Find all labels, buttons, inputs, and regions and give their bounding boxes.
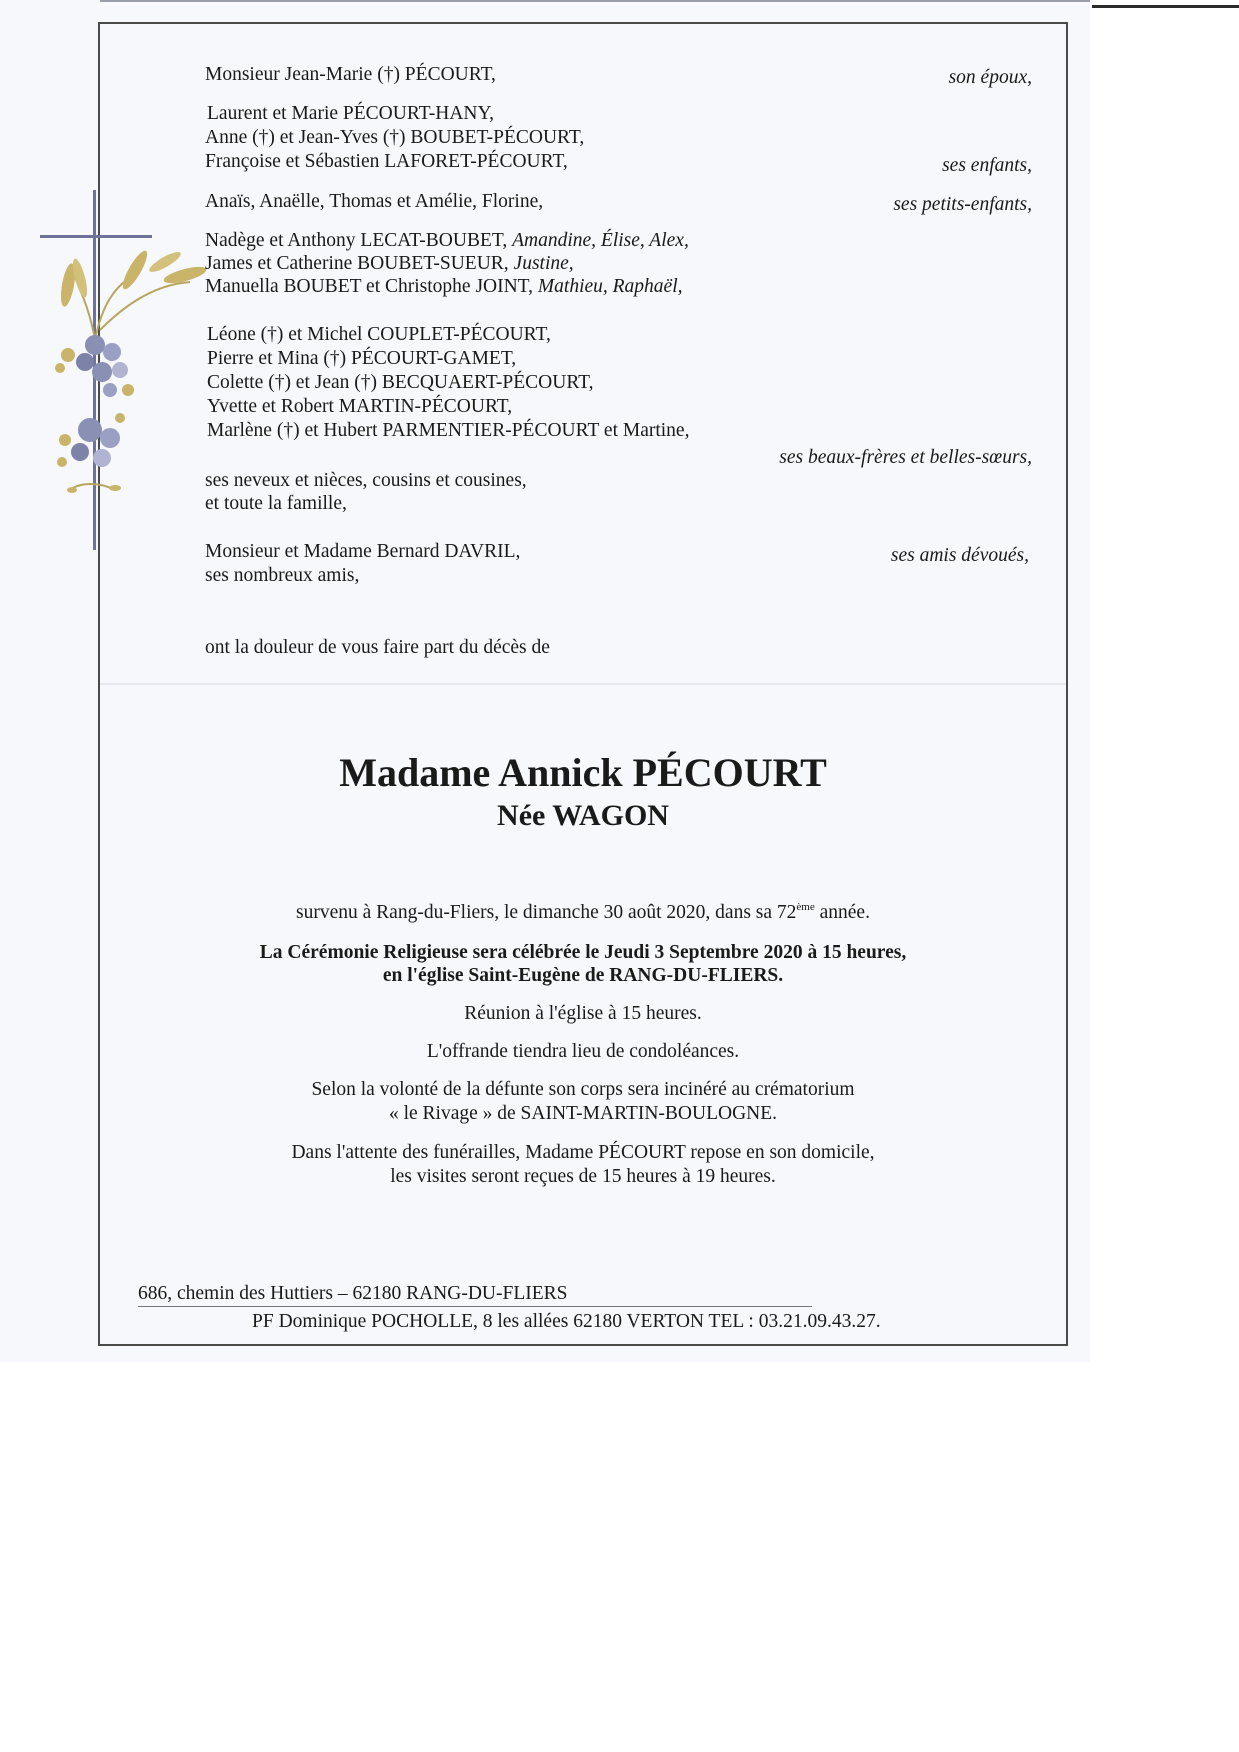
grandchildren-relation: ses petits-enfants, [893,194,1032,215]
child-line: Françoise et Sébastien LAFORET-PÉCOURT, [205,151,568,172]
friends-relation: ses amis dévoués, [890,545,1029,566]
death-notice: survenu à Rang-du-Fliers, le dimanche 30 août 2020, dans sa 72ème année. [296,901,870,923]
offering-info: L'offrande tiendra lieu de condoléances. [426,1041,740,1062]
deceased-name: Madame Annick PÉCOURT [339,750,827,795]
great-grandchildren-line: Manuella BOUBET et Christophe JOINT, Mathieu, Raphaël, [205,276,683,297]
cremation-line: Selon la volonté de la défunte son corps sera incinéré au crématorium [311,1079,855,1100]
footer-divider [138,1306,812,1307]
address: 686, chemin des Huttiers – 62180 RANG-DU-FLIERS [138,1283,568,1304]
ceremony-line: en l'église Saint-Eugène de RANG-DU-FLIERS. [382,965,784,986]
in-law-line: Yvette et Robert MARTIN-PÉCOURT, [207,396,513,417]
cremation-line: « le Rivage » de SAINT-MARTIN-BOULOGNE. [388,1103,778,1124]
scan-corner-mark [1092,5,1239,8]
child-line: Laurent et Marie PÉCOURT-HANY, [207,103,494,124]
relatives-line: et toute la famille, [205,493,347,514]
in-law-line: Léone (†) et Michel COUPLET-PÉCOURT, [207,324,551,345]
great-grandchildren-line: James et Catherine BOUBET-SUEUR, Justine, [205,253,574,274]
friends-line: Monsieur et Madame Bernard DAVRIL, [205,541,521,562]
in-laws-relation: ses beaux-frères et belles-sœurs, [779,447,1032,468]
maiden-name: Née WAGON [497,799,669,832]
friends-line: ses nombreux amis, [205,565,360,586]
spouse-relation: son époux, [948,67,1032,88]
grandchildren-names: Anaïs, Anaëlle, Thomas et Amélie, Florine, [205,191,544,212]
children-relation: ses enfants, [942,155,1032,176]
in-law-line: Marlène (†) et Hubert PARMENTIER-PÉCOURT et Martine, [207,420,690,441]
in-law-line: Colette (†) et Jean (†) BECQUAERT-PÉCOURT, [207,372,594,393]
spouse-name: Monsieur Jean-Marie (†) PÉCOURT, [205,64,496,85]
great-grandchildren-line: Nadège et Anthony LECAT-BOUBET, Amandine, Élise, Alex, [205,230,689,251]
in-law-line: Pierre et Mina (†) PÉCOURT-GAMET, [207,348,517,369]
announcement: ont la douleur de vous faire part du décès de [205,637,550,658]
fold-line [100,683,1066,685]
rest-line: Dans l'attente des funérailles, Madame PÉCOURT repose en son domicile, [291,1142,875,1163]
relatives-line: ses neveux et nièces, cousins et cousines, [205,470,527,491]
scan-top-edge [100,0,1090,2]
meeting-info: Réunion à l'église à 15 heures. [464,1003,702,1024]
funeral-home: PF Dominique POCHOLLE, 8 les allées 62180 VERTON TEL : 03.21.09.43.27. [252,1311,881,1332]
child-line: Anne (†) et Jean-Yves (†) BOUBET-PÉCOURT, [205,127,585,148]
ceremony-line: La Cérémonie Religieuse sera célébrée le Jeudi 3 Septembre 2020 à 15 heures, [259,942,907,963]
cross-with-wheat-and-flowers-icon [40,190,210,550]
rest-line: les visites seront reçues de 15 heures à 19 heures. [390,1166,776,1187]
